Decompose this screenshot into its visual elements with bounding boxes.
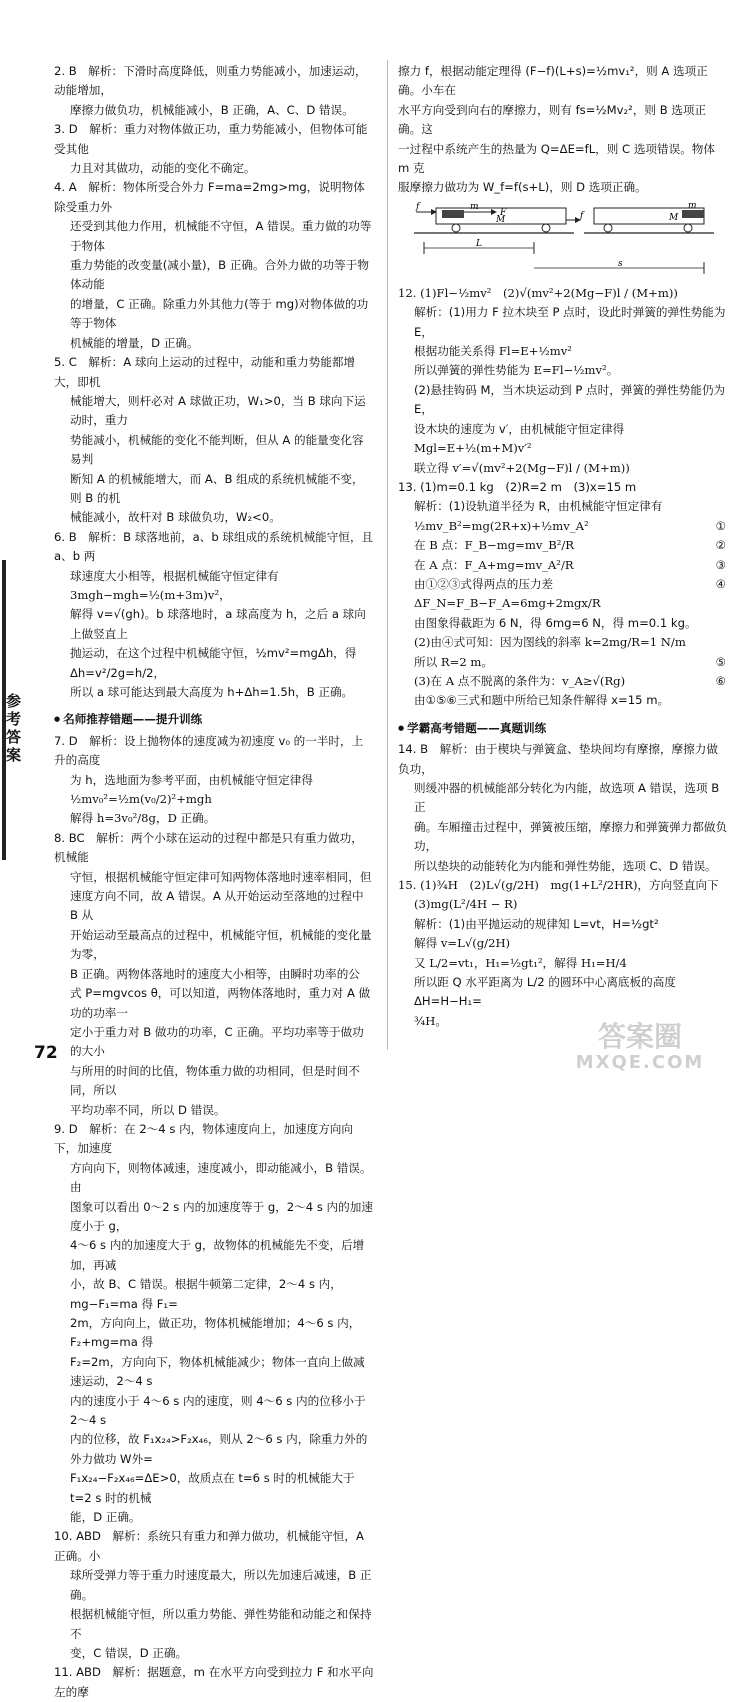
answer-q6: 6. B 解析：B 球落地前，a、b 球组成的系统机械能守恒，且 a、b 两 球速度大小相等，根据机械能守恒定律有 3mgh−mgh=½(m+3m)v²， 解得 v=√(gh)。b 球落地时，a 球高度为 h，之后 a 球向上做竖直上 抛运动，在这个过程中机械能守恒，½mv²=mgΔh，得 Δh=v²/2g=h/2， 所以 a 球可能达到最大高度为 h+Δh=1.5h，B 正确。 bbox=[54, 529, 374, 699]
equation-3: 在 A 点：F_A+mg=mv_A²/R ③ bbox=[414, 557, 726, 572]
answer-q15: 15. (1)¾H (2)L√(g/2H) mg(1+L²/2HR)，方向竖直向下 (3)mg(L²/4H − R) 解析：(1)由平抛运动的规律知 L=vt，H=½gt² 解得 v=L√(g/2H) 又 L/2=vt₁，H₁=½gt₁²，解得 H₁=H/4 所以距 Q 水平距离为 L/2 的圆环中心离底板的高度 ΔH=H−H₁= ¾H。 bbox=[398, 878, 719, 1028]
equation-2: 在 B 点：F_B−mg=mv_B²/R ② bbox=[414, 538, 726, 553]
answer-q3: 3. D 解析：重力对物体做正功，重力势能减小，但物体可能受其他 力且对其做功，动能的变化不确定。 bbox=[54, 122, 368, 176]
block-m-left bbox=[442, 210, 464, 218]
right-column bbox=[398, 62, 728, 1031]
section-heading-gaokao: ● 学霸高考错题——真题训练 bbox=[398, 719, 728, 738]
answer-q5: 5. C 解析：A 球向上运动的过程中，动能和重力势能都增大，即机 械能增大，则杆必对 A 球做正功，W₁>0，当 B 球向下运动时，重力 势能减小，机械能的变化不能判断，但从 A 的能量变化容易判 断知 A 的机械能增大，而 A、B 组成的系统机械能不变，则 B 的机 械能减小，故杆对 B 球做负功，W₂<0。 bbox=[54, 355, 366, 525]
answer-q9: 9. D 解析：在 2～4 s 内，物体速度向上，加速度方向向下，加速度 方向向下，则物体减速，速度减小，即动能减小，B 错误。由 图象可以看出 0～2 s 内的加速度等于 g，2～4 s 内的加速度小于 g， 4～6 s 内的加速度大于 g，故物体的机械能先不变，后增加，再减 小，故 B、C 错误。根据牛顿第二定律，2～4 s 内，mg−F₁=ma 得 F₁= 2m，方向向上，做正功，物体机械能增加；4～6 s 内，F₂+mg=ma 得 F₂=2m，方向向下，物体机械能减少；物体一直向上做减速运动，2～4 s 内的速度小于 4～6 s 内的速度，则 4～6 s 内的位移小于 2～4 s 内的位移，故 F₁x₂₄>F₂x₄₆，则从 2～6 s 内，除重力外的外力做功 W外= F₁x₂₄−F₂x₄₆=ΔE>0，故质点在 t=6 s 时的机械能大于 t=2 s 时的机械 能，D 正确。 bbox=[54, 1121, 373, 1525]
answer-q4: 4. A 解析：物体所受合外力 F=ma=2mg>mg，说明物体除受重力外 还受到其他力作用，机械能不守恒，A 错误。重力做的功等于物体 重力势能的改变量(减小量)，B 正确。合外力做的功等于物体动能 的增量，C 正确。除重力外其他力(等于 mg)对物体做的功等于物体 机械能的增量，D 正确。 bbox=[54, 180, 372, 350]
watermark-logo: 答案圈 bbox=[597, 1020, 682, 1053]
answer-q10: 10. ABD 解析：系统只有重力和弹力做功，机械能守恒，A 正确。小 球所受弹力等于重力时速度最大，所以先加速后减速，B 正确。 根据机械能守恒，所以重力势能、弹性势能和动能之和保持不 变，C 错误，D 正确。 bbox=[54, 1529, 372, 1660]
answer-q2: 2. B 解析：下滑时高度降低，则重力势能减小，加速运动，动能增加， 摩擦力做负功，机械能减小，B 正确，A、C、D 错误。 bbox=[54, 64, 367, 117]
block-m-right bbox=[682, 210, 704, 218]
column-divider bbox=[387, 60, 388, 1050]
answer-q13: 13. (1)m=0.1 kg (2)R=2 m (3)x=15 m 解析：(1)设轨道半径为 R，由机械能守恒定律有 ½mv_B²=mg(2R+x)+½mv_A² ① 在 B 点：F_B−mg=mv_B²/R ② 在 A 点：F_A+mg=mv_A²/R ③ 由①②③式得两点的压力差 ΔF_N=F_B−F_A=6mg+2mgx/R ④ 由图象得截距为 6 N，得 6mg=6 N，得 m=0.1 kg。 (2)由④式可知：因为图线的斜率 k=2mg/R=1 N/m 所以 R=2 m。 ⑤ (3)在 A 点不脱离的条件为：v_A≥√(Rg) ⑥ 由①⑤⑥三式和题中所给已知条件解得 x=15 m。 bbox=[398, 479, 726, 708]
section-heading-improve: ● 名师推荐错题——提升训练 bbox=[54, 710, 374, 729]
left-column bbox=[54, 62, 374, 1702]
label-F: F bbox=[500, 207, 507, 218]
answer-q12: 12. (1)Fl−½mv² (2)√(mv²+2(Mg−F)l / (M+m)) 解析：(1)用力 F 拉木块至 P 点时，设此时弹簧的弹性势能为 E， 根据功能关系得 Fl=E+½mv² 所以弹簧的弹性势能为 E=Fl−½mv²。 (2)悬挂钩码 M，当木块运动到 P 点时，弹簧的弹性势能仍为 E， 设木块的速度为 v′，由机械能守恒定律得 Mgl=E+½(m+M)v′² 联立得 v′=√(mv²+2(Mg−F)l / (M+m)) bbox=[398, 285, 726, 475]
equation-1: ½mv_B²=mg(2R+x)+½mv_A² ① bbox=[414, 518, 726, 533]
label-f-left: f bbox=[416, 201, 420, 212]
label-M-left: M bbox=[496, 214, 506, 225]
answer-q7: 7. D 解析：设上抛物体的速度减为初速度 v₀ 的一半时，上升的高度 为 h，选地面为参考平面，由机械能守恒定律得 ½mv₀²=½m(v₀/2)²+mgh 解得 h=3v₀²/8g，D 正确。 bbox=[54, 733, 364, 826]
label-M-right: M bbox=[669, 212, 679, 223]
cart-block-diagram bbox=[414, 200, 714, 280]
label-m-right: m bbox=[688, 200, 697, 211]
equation-5: 所以 R=2 m。 ⑤ bbox=[414, 654, 726, 669]
equation-6: (3)在 A 点不脱离的条件为：v_A≥√(Rg) ⑥ bbox=[414, 673, 726, 688]
watermark-url: MXQE.COM bbox=[575, 1052, 705, 1073]
page-number: 72 bbox=[34, 1043, 58, 1063]
label-f-right: f bbox=[580, 210, 584, 221]
side-label: 参考答案 bbox=[6, 692, 22, 764]
answer-q11-continued: 擦力 f，根据动能定理得 (F−f)(L+s)=½mv₁²，则 A 选项正确。小车在 水平方向受到向右的摩擦力，则有 fs=½Mv₂²，则 B 选项正确。这 一过程中系统产生的热量为 Q=ΔE=fL，则 C 选项错误。物体 m 克 服摩擦力做功为 W_f=f(s+L)，则 D 选项正确。 bbox=[398, 64, 715, 195]
watermark bbox=[540, 1022, 740, 1084]
answer-q14: 14. B 解析：由于楔块与弹簧盒、垫块间均有摩擦，摩擦力做负功， 则缓冲器的机械能部分转化为内能，故选项 A 错误，选项 B 正 确。车厢撞击过程中，弹簧被压缩，摩擦力和弹簧弹力都做负功， 所以垫块的动能转化为内能和弹性势能，选项 C、D 错误。 bbox=[398, 742, 728, 873]
equation-4: 由①②③式得两点的压力差 ΔF_N=F_B−F_A=6mg+2mgx/R ④ bbox=[414, 576, 726, 611]
answer-q8: 8. BC 解析：两个小球在运动的过程中都是只有重力做功，机械能 守恒，根据机械能守恒定律可知两物体落地时速率相同，但 速度方向不同，故 A 错误。A 从开始运动至落地的过程中 B 从 开始运动至最高点的过程中，机械能守恒，机械能的变化量为零， B 正确。两物体落地时的速度大小相等，由瞬时功率的公 式 P=mgvcos θ，可以知道，两物体落地时，重力对 A 做功的功率一 定小于重力对 B 做功的功率，C 正确。平均功率等于做功的大小 与所用的时间的比值，物体重力做的功相同，但是时间不同，所以 平均功率不同，所以 D 错误。 bbox=[54, 830, 372, 1117]
label-L: L bbox=[476, 238, 482, 249]
answer-q11: 11. ABD 解析：据题意，m 在水平方向受到拉力 F 和水平向左的摩 bbox=[54, 1665, 374, 1699]
label-m-left: m bbox=[470, 201, 479, 212]
label-s: s bbox=[618, 258, 623, 269]
